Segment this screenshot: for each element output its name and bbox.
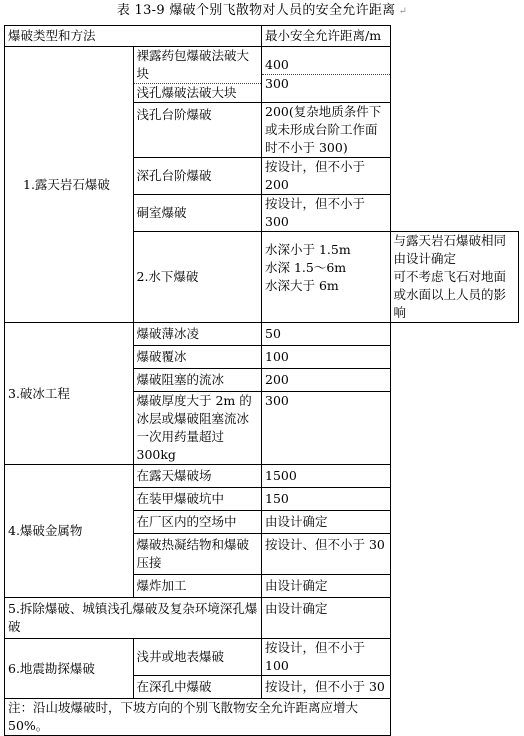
distance-text: 由设计确定: [393, 251, 457, 266]
table-row: [5, 465, 519, 488]
table-title-text: 表 13-9 爆破个别飞散物对人员的安全允许距离: [116, 3, 396, 18]
method-cell: [262, 232, 391, 323]
method-cell: 在深孔中爆破: [133, 676, 262, 699]
method-text: 裸露药包爆破法破大块: [136, 48, 250, 81]
distance-cell: 100: [262, 346, 391, 369]
distance-cell: [262, 47, 391, 103]
distance-text: 与露天岩石爆破相同: [393, 233, 507, 248]
method-cell: 爆破阻塞的流冰: [133, 369, 262, 392]
method-cell: 深孔台阶爆破: [133, 158, 262, 195]
safety-distance-table: [4, 25, 519, 736]
distance-cell: 150: [262, 488, 391, 511]
distance-cell: 200: [262, 369, 391, 392]
distance-cell: 按设计，但不小于 300: [262, 195, 391, 232]
distance-cell: 50: [262, 323, 391, 346]
table-row: [5, 598, 519, 639]
distance-cell: 由设计确定: [262, 511, 391, 534]
method-cell: 爆破覆冰: [133, 346, 262, 369]
group-name: 3.破冰工程: [5, 323, 134, 465]
group-name: 4.爆破金属物: [5, 465, 134, 598]
header-min-distance: 最小安全允许距离/m: [262, 26, 391, 47]
distance-cell: [390, 232, 519, 323]
header-blasting-type: 爆破类型和方法: [5, 26, 262, 47]
paragraph-mark: ↵: [398, 6, 408, 17]
distance-cell: 由设计确定: [262, 598, 391, 639]
table-title: [0, 3, 524, 20]
method-cell: 浅孔台阶爆破: [133, 103, 262, 158]
method-cell: 浅井或地表爆破: [133, 639, 262, 676]
method-cell: 爆炸加工: [133, 575, 262, 598]
method-text: 水深小于 1.5m: [265, 242, 351, 257]
distance-cell: 按设计，但不小于 200: [262, 158, 391, 195]
method-cell: 爆破热凝结物和爆破压接: [133, 534, 262, 575]
distance-text: 可不考虑飞石对地面或水面以上人员的影响: [393, 269, 507, 320]
distance-cell: 按设计、但不小于 30: [262, 534, 391, 575]
method-cell: 在厂区内的空场中: [133, 511, 262, 534]
table-row: [5, 639, 519, 676]
table-header-row: [5, 26, 519, 47]
distance-cell: 300: [262, 392, 391, 465]
method-cell: 在露天爆破场: [133, 465, 262, 488]
distance-cell: 按设计，但不小于 30: [262, 676, 391, 699]
table-note: 注：沿山坡爆破时，下坡方向的个别飞散物安全允许距离应增大 50%。: [5, 699, 391, 736]
distance-cell: 1500: [262, 465, 391, 488]
distance-cell: 按设计，但不小于 100: [262, 639, 391, 676]
group-name: 6.地震勘探爆破: [5, 639, 134, 699]
method-text: 水深 1.5～6m: [265, 260, 347, 275]
method-cell: 在装甲爆破坑中: [133, 488, 262, 511]
distance-text: 300: [262, 74, 390, 93]
group-name: 5.拆除爆破、城镇浅孔爆破及复杂环境深孔爆破: [5, 598, 262, 639]
table-row: [5, 699, 519, 736]
table-row: [5, 47, 519, 103]
method-cell: 爆破薄冰凌: [133, 323, 262, 346]
method-text: 水深大于 6m: [265, 278, 339, 293]
method-cell: [133, 47, 262, 103]
table-row: [5, 323, 519, 346]
distance-text: 400: [265, 57, 289, 72]
distance-cell: 200(复杂地质条件下或未形成台阶工作面时不小于 300): [262, 103, 391, 158]
method-cell: 硐室爆破: [133, 195, 262, 232]
group-name: 1.露天岩石爆破: [5, 47, 134, 323]
distance-cell: 由设计确定: [262, 575, 391, 598]
method-text: 浅孔爆破法破大块: [134, 83, 262, 102]
method-cell: 爆破厚度大于 2m 的冰层或爆破阻塞流冰一次用药量超过 300kg: [133, 392, 262, 465]
group-name: 2.水下爆破: [133, 232, 262, 323]
